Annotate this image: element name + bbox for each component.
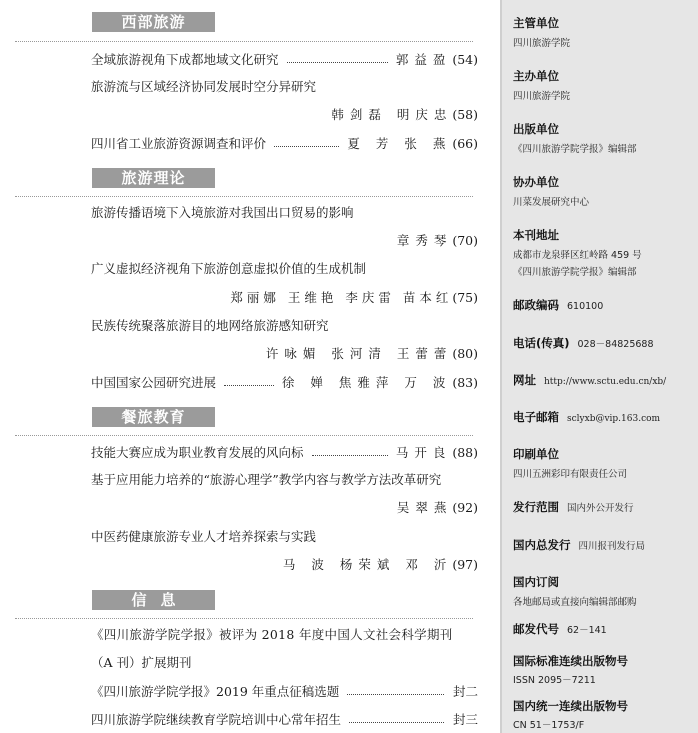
article-page: (83) [452, 374, 478, 390]
info-page: 封三 [452, 712, 478, 727]
postcode-label: 邮政编码 [513, 298, 559, 312]
article-page: (92) [452, 500, 478, 515]
postal-code-value: 62－141 [567, 625, 607, 636]
domestic-subscription-value: 各地邮局或直接向编辑部邮购 [513, 597, 637, 608]
leader-dots [312, 455, 388, 456]
domestic-distribution-label: 国内总发行 [513, 538, 571, 552]
website-label: 网址 [513, 373, 536, 387]
printer-value: 四川五洲彩印有限责任公司 [513, 469, 628, 480]
section-header-western-tourism: 西部旅游 [92, 12, 215, 32]
article-authors: 吴翠燕 [396, 500, 453, 515]
sponsor-label: 主办单位 [513, 69, 559, 83]
article-entry[interactable] [91, 51, 478, 67]
article-page: (70) [452, 233, 478, 248]
article-page: (75) [452, 290, 478, 305]
section-header-tourism-theory: 旅游理论 [92, 168, 215, 188]
article-authors: 徐 婵 焦雅萍 万 波 [281, 375, 452, 390]
article-authors-line [397, 233, 478, 249]
article-title[interactable]: 民族传统聚落旅游目的地网络旅游感知研究 [91, 318, 329, 333]
article-title[interactable]: 广义虚拟经济视角下旅游创意虚拟价值的生成机制 [91, 261, 367, 276]
article-page: (66) [452, 135, 478, 151]
leader-dots [347, 694, 444, 695]
article-authors: 马 波 杨荣斌 邓 沂 [282, 557, 453, 572]
co-organizer-label: 协办单位 [513, 175, 559, 189]
article-title: 全域旅游视角下成都地域文化研究 [91, 52, 279, 67]
info-title: 四川旅游学院继续教育学院培训中心常年招生 [91, 712, 342, 727]
cn-label: 国内统一连续出版物号 [513, 699, 628, 713]
sponsor-value: 四川旅游学院 [513, 91, 571, 102]
email-label: 电子邮箱 [513, 410, 559, 424]
address-label: 本刊地址 [513, 228, 559, 242]
email-row [513, 409, 660, 425]
article-page: (58) [452, 107, 478, 122]
supervisor-value: 四川旅游学院 [513, 38, 571, 49]
supervisor-label: 主管单位 [513, 16, 559, 30]
phone-value: 028－84825688 [577, 339, 654, 350]
article-entry[interactable] [91, 444, 478, 460]
info-title[interactable]: 《四川旅游学院学报》被评为 2018 年度中国人文社会科学期刊 [91, 627, 453, 642]
article-authors: 夏 芳 张 燕 [347, 136, 452, 151]
email-value[interactable]: sclyxb@vip.163.com [567, 414, 661, 424]
article-authors: 韩剑磊 明庆忠 [331, 107, 453, 122]
domestic-distribution-row [513, 537, 645, 553]
article-entry[interactable] [91, 374, 478, 390]
dotted-divider [15, 196, 473, 197]
website-row [513, 372, 666, 388]
dotted-divider [15, 435, 473, 436]
leader-dots [349, 722, 444, 723]
article-entry[interactable] [91, 135, 478, 151]
article-title: 技能大赛应成为职业教育发展的风向标 [91, 445, 304, 460]
postal-code-row [513, 621, 607, 637]
article-title: 中国国家公园研究进展 [91, 375, 217, 390]
info-title: 《四川旅游学院学报》2019 年重点征稿选题 [91, 684, 340, 699]
section-header-hospitality-education: 餐旅教育 [92, 407, 215, 427]
publisher-label: 出版单位 [513, 122, 559, 136]
printer-label: 印刷单位 [513, 447, 559, 461]
article-authors: 马开良 [395, 445, 452, 460]
domestic-distribution-value: 四川报刊发行局 [578, 541, 646, 552]
postcode-row [513, 297, 603, 313]
article-page: (54) [452, 51, 478, 67]
postcode-value: 610100 [567, 301, 604, 312]
distribution-scope-value: 国内外公开发行 [567, 503, 634, 514]
dotted-divider [15, 618, 473, 619]
article-authors-line [397, 500, 478, 516]
article-authors: 章秀琴 [396, 233, 453, 248]
postal-code-label: 邮发代号 [513, 622, 559, 636]
section-header-information: 信息 [92, 590, 215, 610]
info-entry[interactable] [91, 711, 478, 727]
website-value[interactable]: http://www.sctu.edu.cn/xb/ [544, 377, 667, 387]
article-title[interactable]: 旅游传播语境下入境旅游对我国出口贸易的影响 [91, 205, 354, 220]
article-page: (88) [452, 444, 478, 460]
article-authors: 郑丽娜 王维艳 李庆雷 苗本红 [230, 290, 453, 305]
phone-label: 电话(传真) [513, 336, 570, 350]
article-authors-line [331, 107, 478, 123]
distribution-scope-row [513, 499, 634, 515]
distribution-scope-label: 发行范围 [513, 500, 559, 514]
article-page: (97) [452, 557, 478, 572]
article-authors-line [266, 346, 478, 362]
article-title[interactable]: 中医药健康旅游专业人才培养探索与实践 [91, 529, 317, 544]
info-entry[interactable] [91, 683, 478, 699]
info-page: 封二 [452, 684, 478, 699]
leader-dots [224, 385, 274, 386]
article-authors: 许咏媚 张河清 王蕾蕾 [265, 346, 453, 361]
article-authors-line [283, 557, 478, 573]
article-authors-line [230, 290, 478, 306]
dotted-divider [15, 41, 473, 42]
address-value-line1: 成都市龙泉驿区红岭路 459 号 [513, 250, 642, 261]
issn-value: ISSN 2095－7211 [513, 675, 596, 686]
issn-label: 国际标准连续出版物号 [513, 654, 628, 668]
article-page: (80) [452, 346, 478, 361]
domestic-subscription-label: 国内订阅 [513, 575, 559, 589]
address-value-line2: 《四川旅游学院学报》编辑部 [513, 267, 637, 278]
article-title: 四川省工业旅游资源调查和评价 [91, 136, 267, 151]
phone-row [513, 335, 654, 351]
article-title[interactable]: 旅游流与区域经济协同发展时空分异研究 [91, 79, 317, 94]
info-title-continued: （A 刊）扩展期刊 [91, 655, 192, 670]
article-authors: 郭益盈 [395, 52, 452, 67]
article-title[interactable]: 基于应用能力培养的“旅游心理学”教学内容与教学方法改革研究 [91, 472, 442, 487]
co-organizer-value: 川菜发展研究中心 [513, 197, 590, 208]
publisher-value: 《四川旅游学院学报》编辑部 [513, 144, 637, 155]
leader-dots [287, 62, 388, 63]
leader-dots [274, 146, 339, 147]
cn-value: CN 51－1753/F [513, 720, 585, 731]
